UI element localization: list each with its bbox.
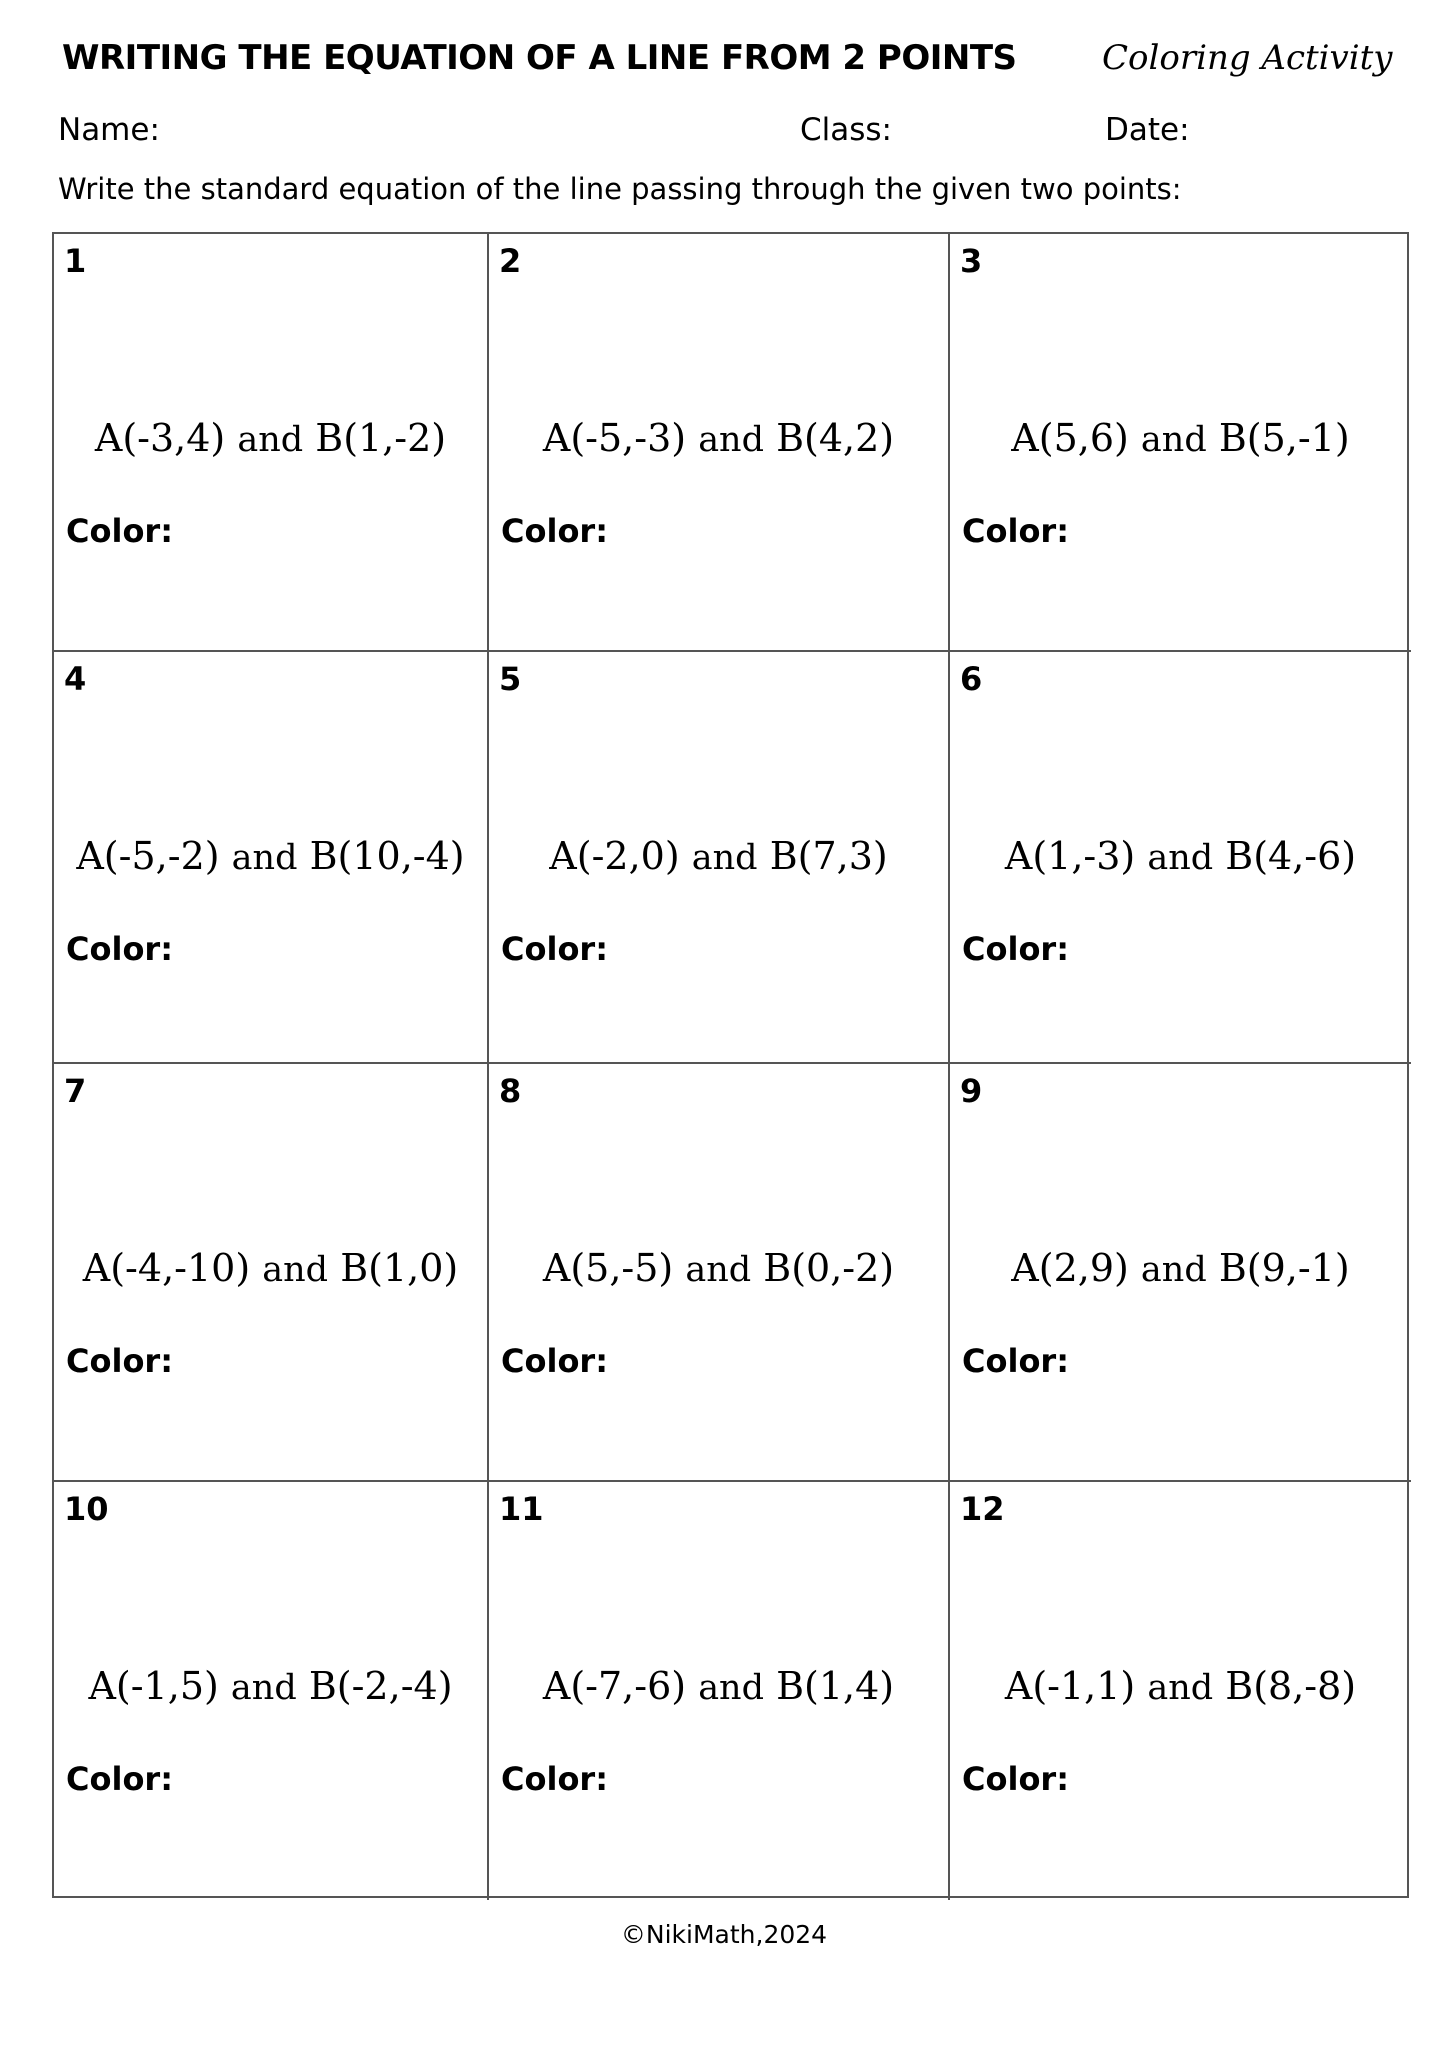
problem-cell	[950, 652, 1411, 1064]
problem-points	[489, 1246, 948, 1290]
point-a: A(-7,-6)	[542, 1664, 687, 1708]
point-b: B(1,-2)	[315, 416, 447, 460]
point-b: B(1,4)	[776, 1664, 895, 1708]
problem-cell	[489, 1482, 950, 1900]
color-label: Color:	[66, 1760, 173, 1798]
problem-points	[54, 1664, 487, 1708]
worksheet-title: WRITING THE EQUATION OF A LINE FROM 2 POINTS	[62, 38, 1017, 78]
color-label: Color:	[66, 1342, 173, 1380]
connector: and	[691, 838, 758, 878]
problem-cell	[489, 1064, 950, 1482]
point-b: B(5,-1)	[1218, 416, 1350, 460]
problem-grid	[52, 232, 1409, 1898]
color-label: Color:	[501, 1342, 608, 1380]
point-a: A(-3,4)	[94, 416, 226, 460]
problem-number: 5	[499, 660, 522, 698]
problem-number: 8	[499, 1072, 522, 1110]
problem-number: 3	[960, 242, 983, 280]
point-b: B(4,-6)	[1225, 834, 1357, 878]
point-a: A(-2,0)	[549, 834, 680, 878]
problem-number: 4	[64, 660, 87, 698]
problem-number: 10	[64, 1490, 109, 1528]
connector: and	[262, 1250, 329, 1290]
color-label: Color:	[962, 1342, 1069, 1380]
problem-number: 12	[960, 1490, 1005, 1528]
connector: and	[1140, 420, 1207, 460]
problem-points	[950, 1246, 1411, 1290]
problem-points	[54, 1246, 487, 1290]
problem-points	[950, 1664, 1411, 1708]
problem-points	[950, 834, 1411, 878]
date-label: Date:	[1105, 112, 1190, 148]
color-label: Color:	[501, 1760, 608, 1798]
color-label: Color:	[66, 930, 173, 968]
problem-points	[950, 416, 1411, 460]
point-a: A(-5,-3)	[542, 416, 687, 460]
point-b: B(9,-1)	[1218, 1246, 1350, 1290]
point-b: B(8,-8)	[1225, 1664, 1357, 1708]
color-label: Color:	[501, 930, 608, 968]
point-b: B(7,3)	[769, 834, 888, 878]
color-label: Color:	[501, 512, 608, 550]
problem-points	[489, 1664, 948, 1708]
problem-points	[54, 416, 487, 460]
problem-points	[489, 834, 948, 878]
problem-number: 6	[960, 660, 983, 698]
problem-cell	[950, 1482, 1411, 1900]
connector: and	[237, 420, 304, 460]
color-label: Color:	[66, 512, 173, 550]
connector: and	[698, 420, 765, 460]
point-a: A(-1,5)	[88, 1664, 219, 1708]
problem-cell	[54, 1064, 489, 1482]
problem-cell	[950, 1064, 1411, 1482]
instructions: Write the standard equation of the line passing through the given two points:	[58, 172, 1182, 206]
problem-points	[54, 834, 487, 878]
color-label: Color:	[962, 1760, 1069, 1798]
connector: and	[231, 838, 298, 878]
problem-number: 7	[64, 1072, 87, 1110]
connector: and	[1140, 1250, 1207, 1290]
worksheet-subtitle: Coloring Activity	[1102, 38, 1393, 78]
connector: and	[698, 1668, 765, 1708]
point-a: A(5,-5)	[542, 1246, 674, 1290]
class-label: Class:	[800, 112, 893, 148]
point-b: B(-2,-4)	[308, 1664, 453, 1708]
problem-cell	[54, 652, 489, 1064]
point-a: A(1,-3)	[1004, 834, 1136, 878]
point-a: A(-4,-10)	[82, 1246, 251, 1290]
point-b: B(0,-2)	[763, 1246, 895, 1290]
point-a: A(5,6)	[1011, 416, 1129, 460]
connector: and	[230, 1668, 297, 1708]
problem-cell	[489, 652, 950, 1064]
connector: and	[1147, 838, 1214, 878]
color-label: Color:	[962, 930, 1069, 968]
problem-points	[489, 416, 948, 460]
problem-cell	[54, 234, 489, 652]
problem-number: 1	[64, 242, 87, 280]
problem-cell	[950, 234, 1411, 652]
name-label: Name:	[58, 112, 160, 148]
connector: and	[685, 1250, 752, 1290]
point-b: B(4,2)	[776, 416, 895, 460]
problem-number: 9	[960, 1072, 983, 1110]
point-b: B(1,0)	[340, 1246, 459, 1290]
problem-number: 2	[499, 242, 522, 280]
point-a: A(2,9)	[1011, 1246, 1129, 1290]
color-label: Color:	[962, 512, 1069, 550]
point-a: A(-5,-2)	[76, 834, 220, 878]
point-a: A(-1,1)	[1004, 1664, 1136, 1708]
copyright-footer: ©NikiMath,2024	[620, 1920, 828, 1949]
connector: and	[1147, 1668, 1214, 1708]
problem-number: 11	[499, 1490, 544, 1528]
problem-cell	[54, 1482, 489, 1900]
problem-cell	[489, 234, 950, 652]
point-b: B(10,-4)	[309, 834, 465, 878]
